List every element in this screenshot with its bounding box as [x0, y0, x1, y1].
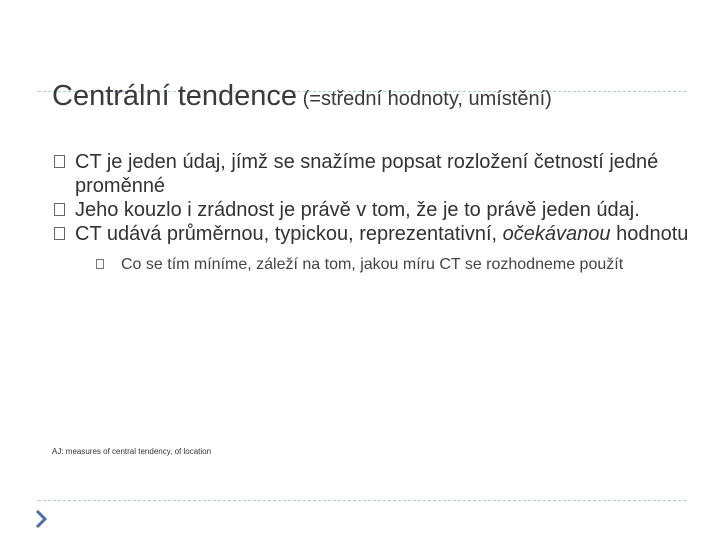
bullet-text-after: hodnotu: [610, 223, 689, 245]
bullet-text: [75, 223, 688, 245]
sub-bullet-item: [96, 254, 681, 275]
bullet-list: [54, 150, 694, 275]
bullet-item: [54, 150, 694, 198]
bullet-text-before: CT udává průměrnou, typickou, reprezentativní,: [75, 223, 503, 245]
title-subtitle: (=střední hodnoty, umístění): [297, 88, 552, 110]
bullet-item: [54, 198, 694, 222]
checkbox-bullet-icon: [54, 227, 65, 240]
bullet-text: CT je jeden údaj, jímž se snažíme popsat rozložení četností jedné proměnné: [75, 151, 659, 197]
sub-bullet-text: Co se tím míníme, záleží na tom, jakou míru CT se rozhodneme použít: [121, 256, 624, 273]
slide-title: [52, 80, 552, 113]
checkbox-bullet-icon: [54, 155, 65, 168]
bullet-item: [54, 222, 694, 246]
checkbox-bullet-icon: [96, 259, 104, 269]
bullet-text: Jeho kouzlo i zrádnost je právě v tom, že je to právě jeden údaj.: [75, 199, 640, 221]
footer-divider: [38, 500, 686, 501]
bullet-text-italic: očekávanou: [502, 223, 611, 245]
footnote: AJ: measures of central tendency, of location: [52, 447, 212, 456]
chevron-right-icon[interactable]: [34, 509, 48, 529]
checkbox-bullet-icon: [54, 203, 65, 216]
title-main: Centrální tendence: [52, 80, 298, 112]
